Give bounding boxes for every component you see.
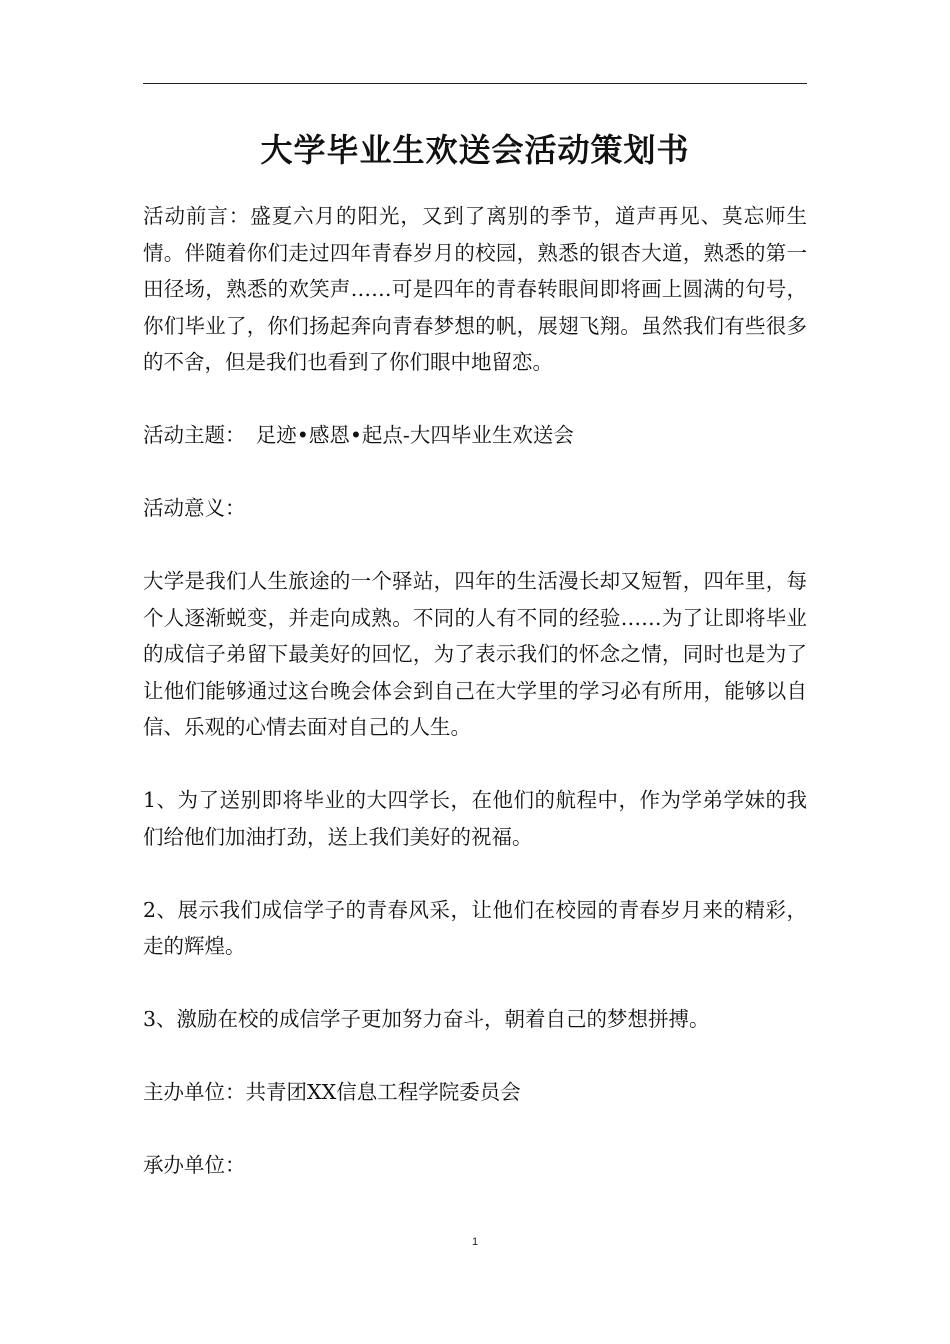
significance-heading: 活动意义：	[143, 496, 246, 520]
significance-paragraph: 大学是我们人生旅途的一个驿站，四年的生活漫长却又短暂，四年里，每个人逐渐蜕变，并走向成熟。不同的人有不同的经验……为了让即将毕业的成信子弟留下最美好的回忆，为了表示我们的怀念之情，同时也是为了让他们能够通过这台晚会体会到自己在大学里的学习必有所用，能够以自信、乐观的心情去面对自己的人生。	[143, 569, 807, 739]
document-title: 大学毕业生欢送会活动策划书	[260, 131, 690, 169]
goal-item-1: 1、为了送别即将毕业的大四学长，在他们的航程中，作为学弟学妹的我们给他们加油打劲，送上我们美好的祝福。	[143, 788, 807, 849]
goal-item-2: 2、展示我们成信学子的青春风采，让他们在校园的青春岁月来的精彩，走的辉煌。	[143, 897, 807, 958]
theme-paragraph: 活动主题： 足迹•感恩•起点-大四毕业生欢送会	[143, 423, 574, 447]
document-body	[143, 198, 807, 1184]
header-rule	[143, 83, 807, 84]
preface-paragraph: 活动前言：盛夏六月的阳光，又到了离别的季节，道声再见、莫忘师生情。伴随着你们走过四年青春岁月的校园，熟悉的银杏大道，熟悉的第一田径场，熟悉的欢笑声……可是四年的青春转眼间即将画上圆满的句号，你们毕业了，你们扬起奔向青春梦想的帆，展翅飞翔。虽然我们有些很多的不舍，但是我们也看到了你们眼中地留恋。	[143, 204, 807, 374]
page-number: 1	[471, 1236, 479, 1248]
organizer-paragraph: 主办单位：共青团XX信息工程学院委员会	[143, 1080, 521, 1104]
host-paragraph: 承办单位：	[143, 1153, 246, 1177]
goal-item-3: 3、激励在校的成信学子更加努力奋斗，朝着自己的梦想拼搏。	[143, 1007, 710, 1031]
